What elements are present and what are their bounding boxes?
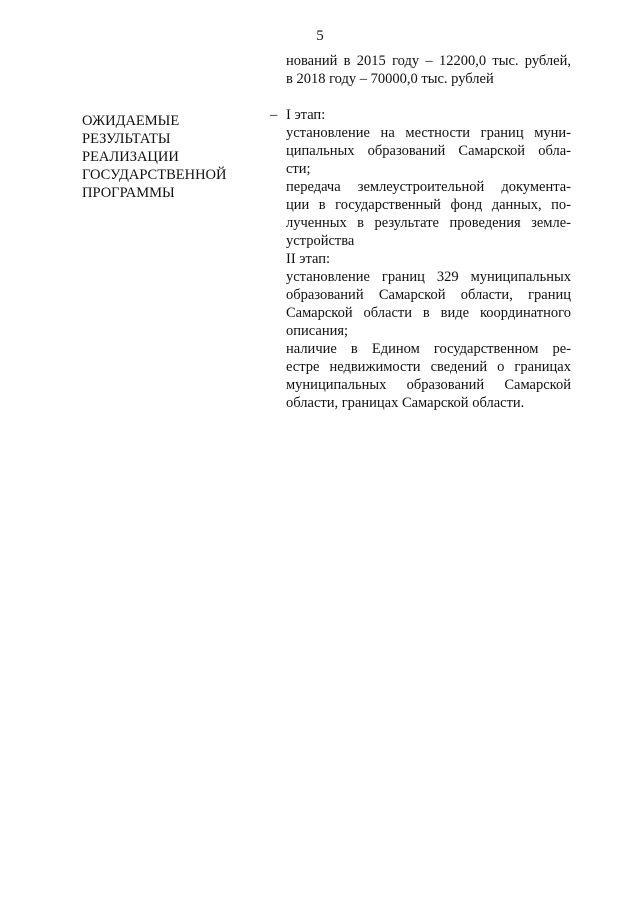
stage-label: I этап: (286, 107, 326, 123)
content-line: лученных в результате проведения земле- (286, 215, 571, 231)
content-line: сти; (286, 161, 311, 177)
continuation-text (286, 52, 571, 88)
content-line: установление границ 329 муниципальных (286, 269, 571, 285)
content-line: ципальных образований Самарской обла- (286, 143, 571, 159)
heading-line: ПРОГРАММЫ (82, 185, 175, 201)
content-line: образований Самарской области, границ (286, 287, 571, 303)
dash-separator: – (270, 107, 278, 123)
page-number: 5 (316, 28, 324, 44)
heading-line: ОЖИДАЕМЫЕ (82, 113, 180, 129)
heading-line: РЕАЛИЗАЦИИ (82, 149, 179, 165)
content-line: описания; (286, 323, 349, 339)
content-line: Самарской области в виде координатного (286, 305, 571, 321)
stage-label: II этап: (286, 251, 331, 267)
continuation-line: нований в 2015 году – 12200,0 тыс. рублей, (286, 53, 571, 69)
heading-line: ГОСУДАРСТВЕННОЙ (82, 167, 227, 183)
section-heading (82, 112, 252, 202)
content-line: передача землеустроительной документа- (286, 179, 571, 195)
content-line: естре недвижимости сведений о границах (286, 359, 571, 375)
content-line: наличие в Едином государственном ре- (286, 341, 571, 357)
expected-results-text (286, 106, 571, 412)
continuation-line: в 2018 году – 70000,0 тыс. рублей (286, 71, 494, 87)
content-line: установление на местности границ муни- (286, 125, 571, 141)
content-line: устройства (286, 233, 355, 249)
content-line: области, границах Самарской области. (286, 395, 525, 411)
heading-line: РЕЗУЛЬТАТЫ (82, 131, 171, 147)
content-line: ции в государственный фонд данных, по- (286, 197, 571, 213)
content-line: муниципальных образований Самарской (286, 377, 571, 393)
